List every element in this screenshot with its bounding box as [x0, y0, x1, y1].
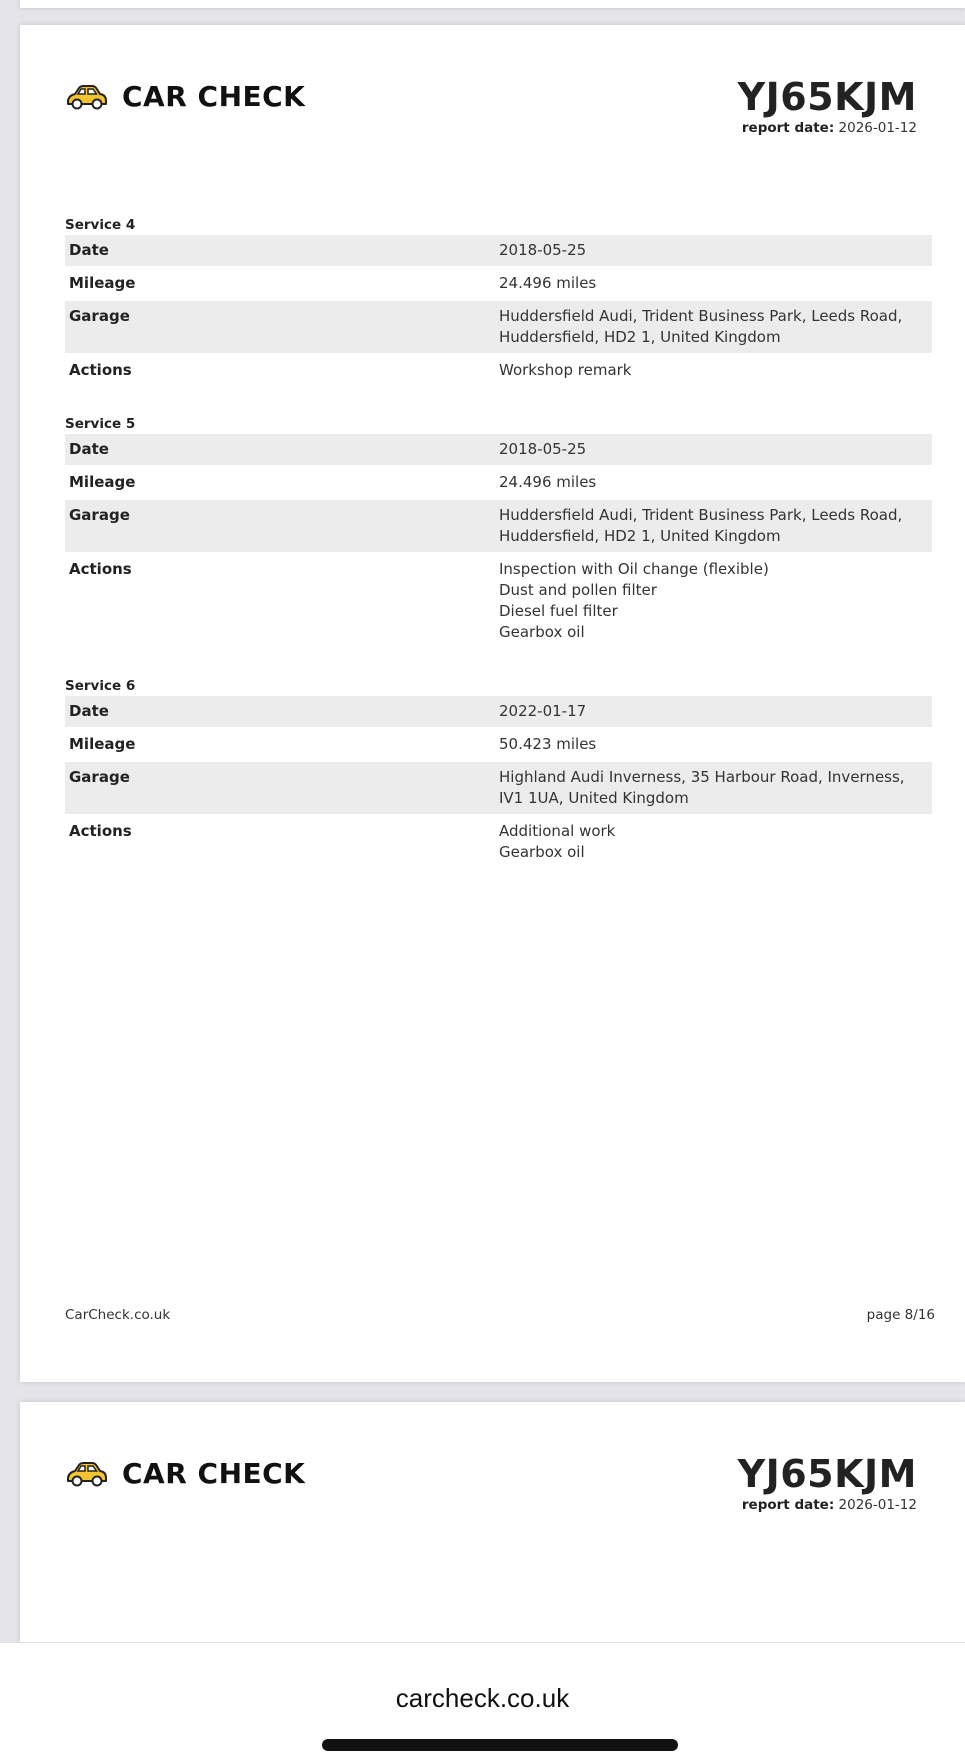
- report-date-label: report date:: [741, 1497, 835, 1513]
- row-label: Actions: [69, 822, 132, 840]
- service-block: [65, 676, 932, 870]
- service-title: Service 5: [65, 416, 136, 432]
- table-row: [65, 235, 932, 268]
- plate-block: [738, 1452, 917, 1514]
- table-row: [65, 301, 932, 355]
- value-line: 24.496 miles: [499, 473, 597, 491]
- home-indicator[interactable]: [322, 1739, 678, 1751]
- report-page: [20, 25, 965, 1382]
- table-row: [65, 268, 932, 301]
- brand-name: CAR CHECK: [122, 80, 306, 113]
- table-row: [65, 762, 932, 816]
- value-line: Huddersfield Audi, Trident Business Park, Leeds Road,: [499, 307, 903, 325]
- row-label: Garage: [69, 307, 130, 325]
- row-value: [499, 235, 932, 266]
- row-value: [499, 762, 932, 814]
- table-row: [65, 816, 932, 870]
- row-value: [499, 301, 932, 353]
- value-line: 2022-01-17: [499, 702, 587, 720]
- previous-page-edge: [20, 0, 965, 8]
- value-line: Workshop remark: [499, 361, 632, 379]
- row-value: [499, 268, 932, 299]
- row-label: Actions: [69, 560, 132, 578]
- value-line: 50.423 miles: [499, 735, 597, 753]
- browser-bottom-bar: [0, 1642, 965, 1764]
- row-label: Date: [69, 440, 109, 458]
- service-title: Service 4: [65, 217, 136, 233]
- row-value: [499, 434, 932, 465]
- row-label: Mileage: [69, 274, 136, 292]
- value-line: Inspection with Oil change (flexible): [499, 560, 769, 578]
- value-line: IV1 1UA, United Kingdom: [499, 789, 689, 807]
- table-row: [65, 696, 932, 729]
- value-line: Dust and pollen filter: [499, 581, 657, 599]
- table-row: [65, 434, 932, 467]
- value-line: Highland Audi Inverness, 35 Harbour Road, Inverness,: [499, 768, 905, 786]
- value-line: 2018-05-25: [499, 241, 587, 259]
- row-value: [499, 816, 932, 868]
- report-date: [738, 1496, 917, 1514]
- registration-plate: YJ65KJM: [737, 75, 917, 119]
- table-row: [65, 500, 932, 554]
- next-report-page: [20, 1402, 965, 1642]
- plate-block: [738, 75, 917, 137]
- report-date-value: 2026-01-12: [838, 1497, 917, 1513]
- value-line: Diesel fuel filter: [499, 602, 618, 620]
- value-line: Additional work: [499, 822, 616, 840]
- table-row: [65, 355, 932, 388]
- row-value: [499, 467, 932, 498]
- car-icon: [64, 82, 110, 112]
- report-date-value: 2026-01-12: [838, 120, 917, 136]
- row-value: [499, 355, 932, 386]
- row-label: Actions: [69, 361, 132, 379]
- row-label: Garage: [69, 506, 130, 524]
- table-row: [65, 467, 932, 500]
- row-value: [499, 500, 932, 552]
- row-label: Garage: [69, 768, 130, 786]
- row-value: [499, 729, 932, 760]
- car-icon: [64, 1459, 110, 1489]
- row-label: Date: [69, 702, 109, 720]
- table-row: [65, 554, 932, 650]
- report-date-label: report date:: [741, 120, 835, 136]
- service-title: Service 6: [65, 678, 136, 694]
- row-label: Date: [69, 241, 109, 259]
- value-line: 2018-05-25: [499, 440, 587, 458]
- footer-site: CarCheck.co.uk: [65, 1307, 171, 1323]
- row-value: [499, 696, 932, 727]
- table-row: [65, 729, 932, 762]
- row-label: Mileage: [69, 735, 136, 753]
- report-date: [738, 119, 917, 137]
- row-label: Mileage: [69, 473, 136, 491]
- service-block: [65, 215, 932, 388]
- value-line: Huddersfield, HD2 1, United Kingdom: [499, 328, 781, 346]
- value-line: 24.496 miles: [499, 274, 597, 292]
- value-line: Huddersfield Audi, Trident Business Park, Leeds Road,: [499, 506, 903, 524]
- brand-logo: [64, 80, 305, 113]
- value-line: Gearbox oil: [499, 843, 585, 861]
- registration-plate: YJ65KJM: [737, 1452, 917, 1496]
- service-history: [65, 215, 932, 896]
- value-line: Huddersfield, HD2 1, United Kingdom: [499, 527, 781, 545]
- value-line: Gearbox oil: [499, 623, 585, 641]
- service-block: [65, 414, 932, 650]
- page-number: page 8/16: [866, 1307, 935, 1323]
- address-bar-url[interactable]: carcheck.co.uk: [395, 1683, 570, 1713]
- row-value: [499, 554, 932, 648]
- brand-logo: [64, 1457, 305, 1490]
- brand-name: CAR CHECK: [122, 1457, 306, 1490]
